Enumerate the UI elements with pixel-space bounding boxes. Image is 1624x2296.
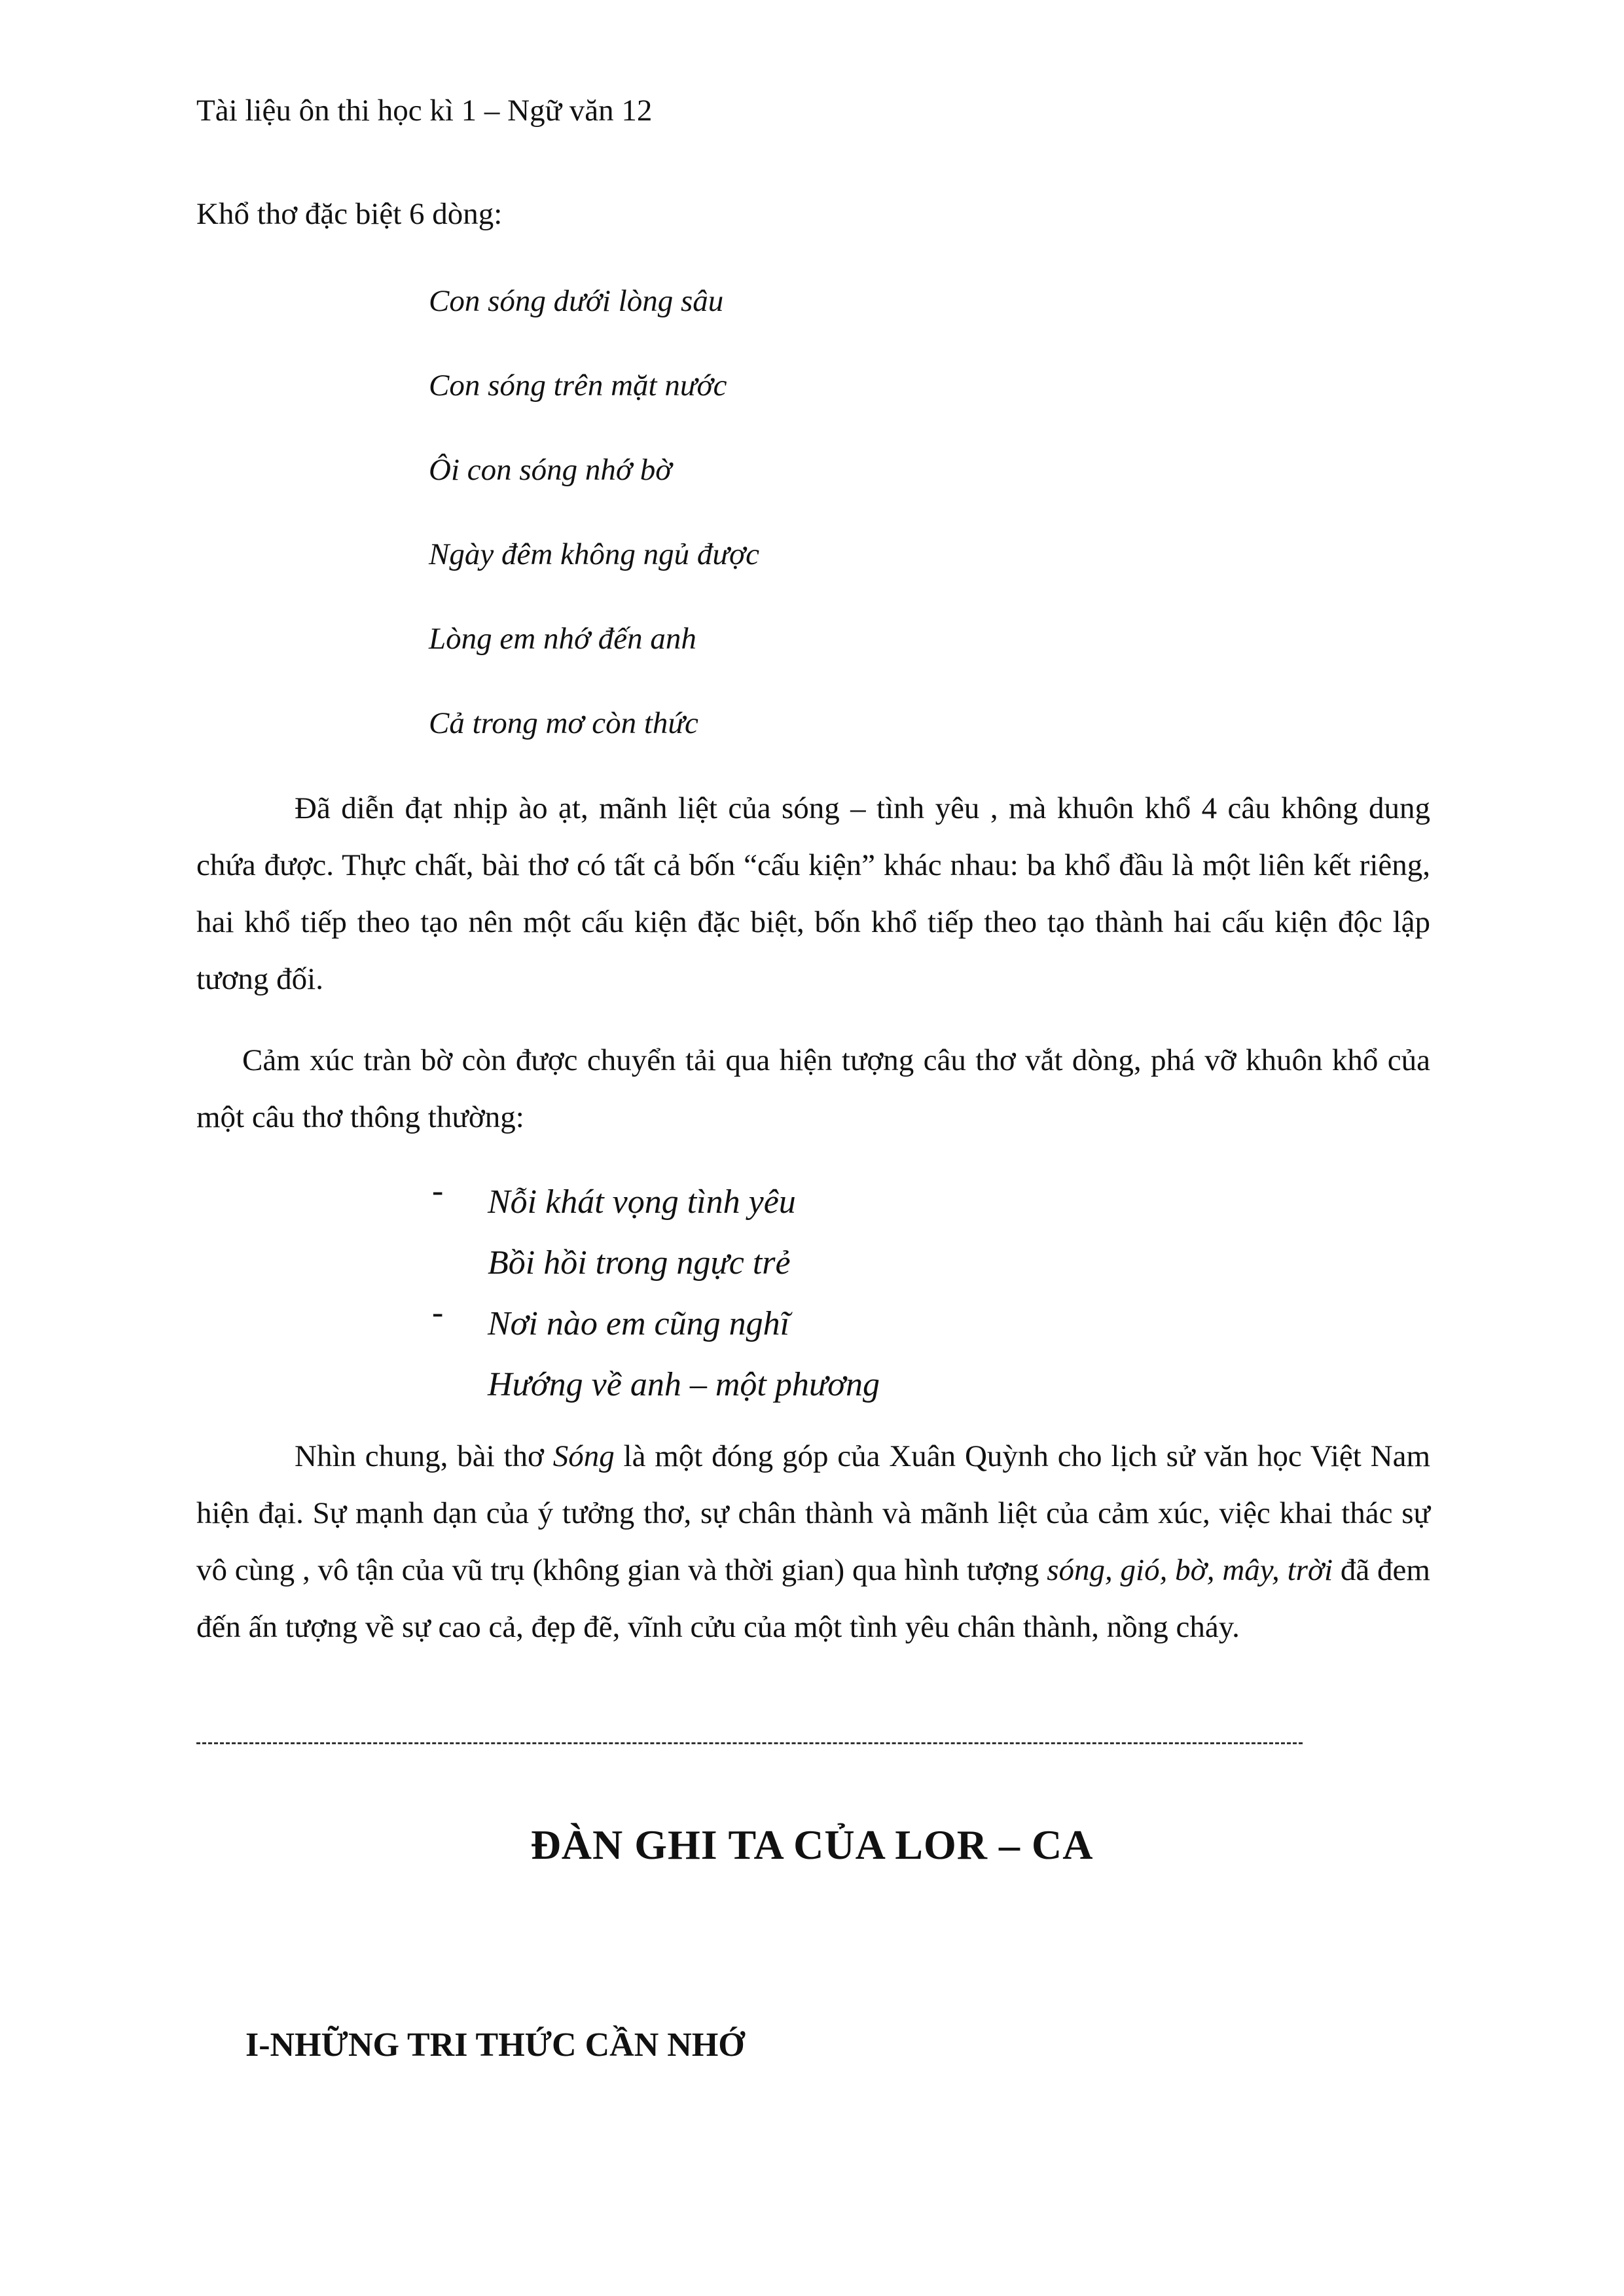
paragraph-structure: Đã diễn đạt nhịp ào ạt, mãnh liệt của sóng – tình yêu , mà khuôn khổ 4 câu không dung chứa được. Thực chất, bài thơ có tất cả bốn “cấu kiện” khác nhau: ba khổ đầu là một liên kết riêng, hai khổ tiếp theo tạo nên một cấu kiện đặc biệt, bốn khổ tiếp theo tạo thành hai cấu kiện độc lập tương đối. — [196, 791, 1430, 996]
verse-list-item — [432, 1293, 880, 1415]
conclusion-emphasis: Sóng — [552, 1439, 615, 1473]
stanza-line: Con sóng trên mặt nước — [429, 368, 727, 403]
verse-line: Nơi nào em cũng nghĩ — [488, 1305, 790, 1342]
lesson-title: ĐÀN GHI TA CỦA LOR – CA — [530, 1821, 1094, 1868]
verse-list-item — [432, 1172, 880, 1293]
verse-line: Bồi hồi trong ngực trẻ — [488, 1244, 791, 1282]
stanza-line: Ôi con sóng nhớ bờ — [429, 453, 672, 487]
conclusion-text: đã đem đến ấn tượng về sự cao cả, đẹp đẽ, vĩnh cửu của một tình yêu chân thành, nồng cháy. — [196, 1553, 1430, 1644]
verse-list — [432, 1172, 880, 1415]
verse-line: Nỗi khát vọng tình yêu — [488, 1183, 796, 1221]
stanza-line: Cả trong mơ còn thức — [429, 706, 698, 740]
paragraph-conclusion — [196, 1428, 1430, 1656]
list-dash: - — [432, 1172, 444, 1210]
stanza-line: Ngày đêm không ngủ được — [429, 537, 759, 571]
stanza-line: Con sóng dưới lòng sâu — [429, 284, 724, 318]
section-divider — [196, 1742, 1303, 1744]
conclusion-text: là một đóng góp của Xuân Quỳnh cho lịch sử văn học Việt Nam hiện đại. Sự mạnh dạn của ý tưởng thơ, sự chân thành và mãnh liệt của cảm xúc, việc khai thác sự vô cùng , vô tận của vũ trụ (không gian và thời gian) qua hình tượng — [196, 1439, 1430, 1587]
stanza-intro: Khổ thơ đặc biệt 6 dòng: — [196, 197, 503, 231]
conclusion-emphasis: sóng, gió, bờ, mây, trời — [1047, 1553, 1333, 1587]
page-header: Tài liệu ôn thi học kì 1 – Ngữ văn 12 — [196, 94, 653, 128]
section-heading: I-NHỮNG TRI THỨC CẦN NHỚ — [245, 2026, 745, 2064]
stanza-line: Lòng em nhớ đến anh — [429, 622, 696, 656]
verse-line: Hướng về anh – một phương — [488, 1366, 880, 1403]
list-dash: - — [432, 1294, 444, 1331]
paragraph-enjambment: Cảm xúc tràn bờ còn được chuyển tải qua hiện tượng câu thơ vắt dòng, phá vỡ khuôn khổ của một câu thơ thông thường: — [196, 1043, 1430, 1134]
conclusion-text: Nhìn chung, bài thơ — [295, 1439, 553, 1473]
poem-stanza — [429, 274, 759, 780]
